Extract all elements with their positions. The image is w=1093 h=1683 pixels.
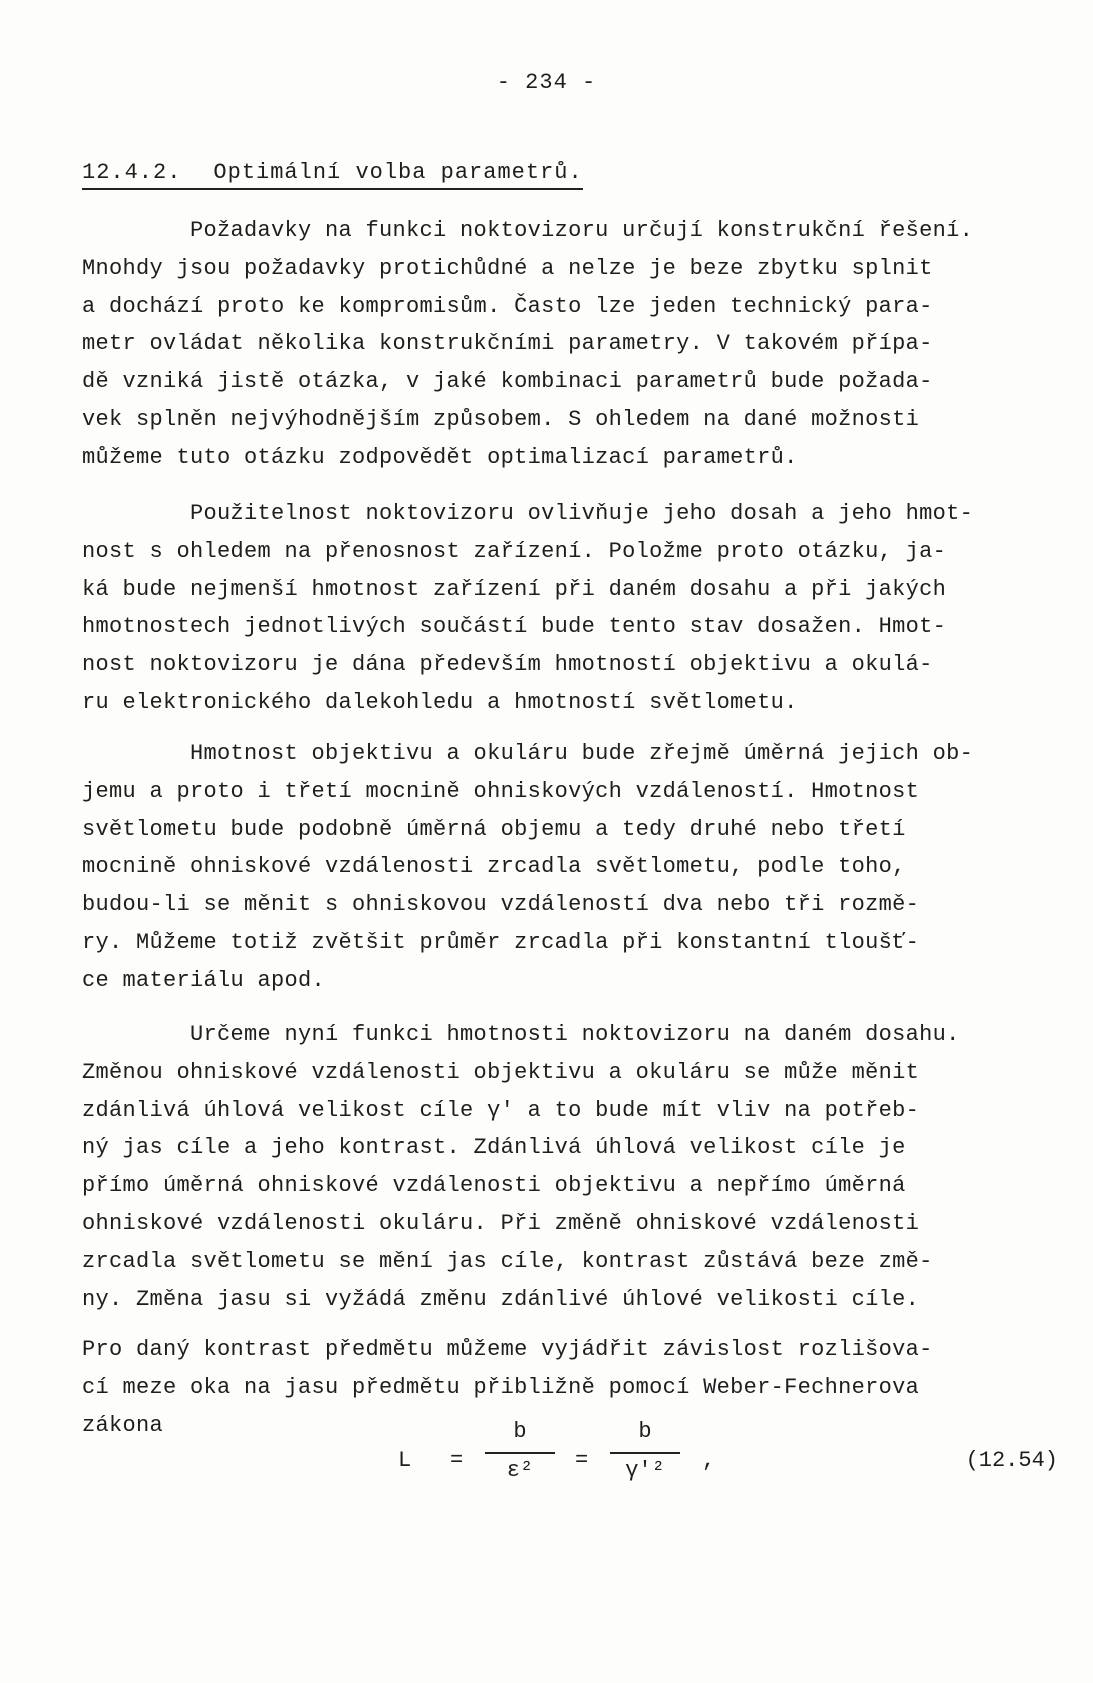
text-line: nost s ohledem na přenosnost zařízení. Položme proto otázku, ja- (82, 538, 947, 564)
paragraph-3 (82, 735, 1072, 1000)
text-line: můžeme tuto otázku zodpovědět optimalizací parametrů. (82, 444, 798, 470)
text-line: hmotnostech jednotlivých součástí bude tento stav dosažen. Hmot- (82, 614, 947, 640)
text-line: Určeme nyní funkci hmotnosti noktovizoru na daném dosahu. (82, 1022, 960, 1047)
text-line: Pro daný kontrast předmětu můžeme vyjádřit závislost rozlišova- (82, 1337, 933, 1362)
text-line: cí meze oka na jasu předmětu přibližně pomocí Weber-Fechnerova (82, 1374, 920, 1400)
text-line: ru elektronického dalekohledu a hmotností světlometu. (82, 689, 798, 715)
equation-number: (12.54) (965, 1448, 1058, 1473)
text-line: ohniskové vzdálenosti okuláru. Při změně ohniskové vzdálenosti (82, 1210, 920, 1236)
text-line: ce materiálu apod. (82, 967, 326, 993)
equals-sign: = (575, 1448, 589, 1473)
paragraph-4 (82, 1016, 1072, 1318)
text-line: zákona (82, 1412, 164, 1438)
text-line: světlometu bude podobně úměrná objemu a tedy druhé nebo třetí (82, 816, 906, 842)
text-line: a dochází proto ke kompromisům. Často lze jeden technický para- (82, 293, 933, 319)
equals-sign: = (450, 1448, 464, 1473)
text-line: přímo úměrná ohniskové vzdálenosti objektivu a nepřímo úměrná (82, 1173, 906, 1199)
text-line: ný jas cíle a jeho kontrast. Zdánlivá úhlová velikost cíle je (82, 1135, 906, 1161)
text-line: ká bude nejmenší hmotnost zařízení při daném dosahu a při jakých (82, 576, 947, 602)
text-line: ny. Změna jasu si vyžádá změnu zdánlivé úhlové velikosti cíle. (82, 1286, 920, 1312)
fraction-b-over-epsilon-squared (485, 1416, 555, 1486)
fraction-b-over-gamma-squared (610, 1416, 680, 1486)
text-line: Mnohdy jsou požadavky protichůdné a nelze je beze zbytku splnit (82, 255, 933, 281)
text-line: dě vzniká jistě otázka, v jaké kombinaci parametrů bude požada- (82, 369, 933, 395)
text-line: Použitelnost noktovizoru ovlivňuje jeho dosah a jeho hmot- (82, 501, 974, 526)
fraction-bar (485, 1452, 555, 1454)
section-heading (82, 160, 583, 190)
fraction-denominator: ε² (506, 1458, 534, 1483)
equation-comma: , (702, 1448, 716, 1473)
fraction-bar (610, 1452, 680, 1454)
fraction-denominator: γ'² (625, 1458, 665, 1483)
fraction-numerator: b (638, 1419, 652, 1444)
text-line: mocnině ohniskové vzdálenosti zrcadla světlometu, podle toho, (82, 854, 906, 880)
text-line: metr ovládat několika konstrukčními parametry. V takovém přípa- (82, 331, 933, 357)
text-line: nost noktovizoru je dána především hmotností objektivu a okulá- (82, 652, 933, 678)
text-line: budou-li se měnit s ohniskovou vzdáleností dva nebo tři rozmě- (82, 892, 920, 918)
paragraph-1 (82, 212, 1072, 477)
text-line: jemu a proto i třetí mocnině ohniskových vzdáleností. Hmotnost (82, 778, 920, 804)
section-title: Optimální volba parametrů. (213, 160, 583, 185)
text-line: ry. Můžeme totiž zvětšit průměr zrcadla při konstantní tloušť- (82, 929, 920, 955)
equation-lhs: L (398, 1448, 412, 1473)
page-number: - 234 - (496, 70, 597, 95)
text-line: zrcadla světlometu se mění jas cíle, kontrast zůstává beze změ- (82, 1248, 933, 1274)
paragraph-2 (82, 495, 1072, 722)
text-line: zdánlivá úhlová velikost cíle γ' a to bude mít vliv na potřeb- (82, 1097, 920, 1123)
text-line: Změnou ohniskové vzdálenosti objektivu a okuláru se může měnit (82, 1059, 920, 1085)
equation-12-54 (390, 1416, 1070, 1506)
text-line: vek splněn nejvýhodnějším způsobem. S ohledem na dané možnosti (82, 406, 920, 432)
section-number: 12.4.2. (82, 160, 182, 185)
text-line: Požadavky na funkci noktovizoru určují konstrukční řešení. (82, 218, 974, 243)
text-line: Hmotnost objektivu a okuláru bude zřejmě úměrná jejich ob- (82, 741, 974, 766)
fraction-numerator: b (513, 1419, 527, 1444)
